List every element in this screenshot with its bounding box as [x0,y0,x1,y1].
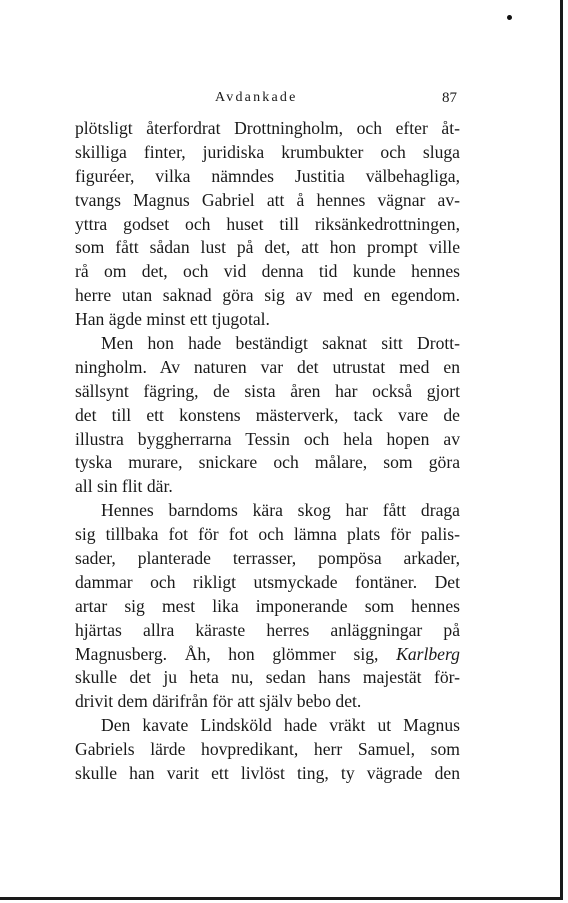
text-line: plötsligt återfordrat Drottningholm, och efter åt- [75,118,460,138]
text-line: det till ett konstens mästerverk, tack vare de [75,404,460,425]
text-line: Men hon hade beständigt saknat sitt Drott- [101,333,460,354]
text-line [75,643,460,667]
text-line: yttra godset och huset till riksänkedrottningen, [75,213,460,234]
text-line: ningholm. Av naturen var det utrustat med en [75,356,460,377]
text-line: skilliga finter, juridiska krumbukter och sluga [75,141,460,162]
text-line: tyska murare, snickare och målare, som göra [75,452,460,473]
text-line: som fått sådan lust på det, att hon prompt ville [75,237,460,258]
text-line: dammar och rikligt utsmyckade fontäner. Det [75,571,460,592]
text-line: sig tillbaka fot för fot och lämna plats för palis- [75,524,460,545]
text-line: skulle det ju heta nu, sedan hans majestät för- [75,667,460,688]
text-line: artar sig mest lika imponerande som hennes [75,595,460,616]
text-line: Gabriels lärde hovpredikant, herr Samuel, som [75,739,460,760]
ink-dot [507,15,512,20]
italic-place-name: Karlberg [396,643,460,664]
page-number: 87 [442,90,457,106]
text-line: Han ägde minst ett tjugotal. [75,309,270,330]
text-line: rå om det, och vid denna tid kunde hennes [75,261,460,282]
text-line: skulle han varit ett livlöst ting, ty vägrade den [75,763,460,784]
running-head: Avdankade [215,90,298,105]
text-line: tvangs Magnus Gabriel att å hennes vägnar av- [75,189,460,210]
text-line: illustra byggherrarna Tessin och hela hopen av [75,428,460,449]
text-line: Hennes barndoms kära skog har fått draga [101,500,460,521]
text-line: drivit dem därifrån för att själv bebo det. [75,691,362,712]
text-line: sader, planterade terrasser, pompösa arkader, [75,548,460,569]
body-text [75,117,460,786]
text-line: sällsynt fägring, de sista åren har också gjort [75,380,460,401]
text-line-before: Magnusberg. Åh, hon glömmer sig, [75,643,397,664]
text-line: all sin flit där. [75,476,173,497]
text-line: Den kavate Lindsköld hade vräkt ut Magnus [101,715,460,736]
text-line: figuréer, vilka nämndes Justitia välbehagliga, [75,165,460,186]
page-header [75,90,460,110]
text-line: herre utan saknad göra sig av med en egendom. [75,285,460,306]
text-line: hjärtas allra käraste herres anläggningar på [75,619,460,640]
